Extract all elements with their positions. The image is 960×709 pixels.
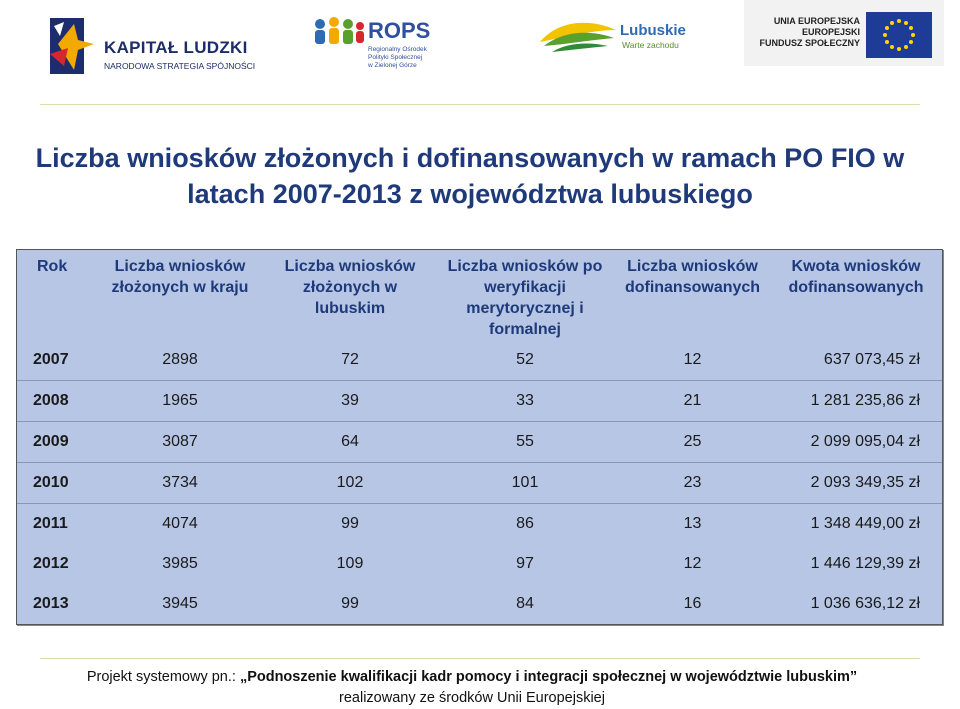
cell-verified: 33 (435, 381, 615, 422)
lubuskie-leaf-icon (538, 16, 618, 60)
cell-lubuskie: 72 (341, 351, 359, 368)
eu-flag-icon (866, 12, 932, 58)
cell-national: 1965 (95, 381, 265, 422)
cell-year: 2007 (33, 351, 69, 368)
header-divider (40, 104, 920, 105)
kapital-ludzki-subtitle: NARODOWA STRATEGIA SPÓJNOŚCI (104, 61, 256, 71)
cell-verified: 97 (516, 555, 534, 572)
cell-verified: 52 (516, 351, 534, 368)
cell-lubuskie: 99 (341, 595, 359, 612)
cell-national: 4074 (95, 504, 265, 545)
cell-amount: 1 281 235,86 zł (770, 381, 942, 422)
cell-verified: 101 (435, 463, 615, 504)
cell-funded: 12 (683, 555, 702, 572)
cell-year: 2012 (33, 555, 69, 572)
table-row (17, 584, 942, 624)
lubuskie-logo (538, 16, 688, 66)
table-row (17, 340, 942, 381)
cell-national: 3985 (162, 555, 198, 572)
rops-title: ROPS (368, 18, 431, 43)
header-verified: Liczba wniosków po weryfikacji merytorycznej i formalnej (447, 258, 603, 338)
cell-year: 2009 (17, 422, 95, 463)
cell-verified: 55 (435, 422, 615, 463)
header-national: Liczba wniosków złożonych w kraju (111, 258, 249, 296)
footer-line-1 (0, 667, 944, 688)
footer (0, 667, 944, 709)
cell-verified: 84 (516, 595, 534, 612)
cell-national: 2898 (162, 351, 198, 368)
footer-divider (40, 658, 920, 659)
cell-verified: 86 (435, 504, 615, 545)
cell-amount: 1 036 636,12 zł (810, 595, 920, 612)
table-row (17, 504, 942, 545)
page-title-line-1: Liczba wniosków złożonych i dofinansowanych w ramach PO FIO w (35, 143, 905, 173)
cell-lubuskie: 64 (265, 422, 435, 463)
eu-logo (744, 0, 944, 66)
cell-national: 3087 (95, 422, 265, 463)
cell-amount: 637 073,45 zł (823, 351, 920, 368)
header-funded: Liczba wniosków dofinansowanych (624, 258, 761, 296)
kapital-ludzki-logo (44, 14, 256, 86)
cell-year: 2008 (17, 381, 95, 422)
table-header-row (17, 250, 942, 340)
cell-amount: 1 446 129,39 zł (810, 555, 920, 572)
cell-funded: 21 (615, 381, 770, 422)
header-year: Rok (37, 258, 68, 275)
cell-lubuskie: 99 (265, 504, 435, 545)
lubuskie-subtitle: Warte zachodu (622, 40, 679, 50)
page-title-line-2: latach 2007-2013 z województwa lubuskiego (187, 179, 753, 209)
footer-project-name: „Podnoszenie kwalifikacji kadr pomocy i integracji społecznej w województwie lubuskim” (239, 669, 858, 685)
cell-national: 3945 (162, 595, 198, 612)
table-row (17, 463, 942, 504)
table-row (17, 544, 942, 584)
cell-year: 2011 (17, 504, 95, 545)
cell-funded: 16 (683, 595, 702, 612)
cell-funded: 13 (615, 504, 770, 545)
header-lubuskie: Liczba wniosków złożonych w lubuskim (284, 258, 416, 317)
data-table (16, 249, 943, 625)
eu-logo-text: UNIA EUROPEJSKA EUROPEJSKI FUNDUSZ SPOŁECZNY (759, 16, 860, 48)
kapital-ludzki-title: KAPITAŁ LUDZKI (104, 38, 248, 57)
cell-lubuskie: 102 (265, 463, 435, 504)
footer-prefix: Projekt systemowy pn.: (86, 669, 240, 685)
cell-lubuskie: 39 (265, 381, 435, 422)
cell-funded: 25 (615, 422, 770, 463)
lubuskie-title: Lubuskie (620, 22, 686, 39)
cell-amount: 2 093 349,35 zł (770, 463, 942, 504)
rops-subtitle: Regionalny Ośrodek Polityki Społecznej w Zielonej Górze (368, 46, 427, 69)
cell-national: 3734 (95, 463, 265, 504)
kapital-ludzki-emblem-icon (44, 14, 100, 86)
header-amount: Kwota wniosków dofinansowanych (788, 258, 924, 296)
cell-funded: 12 (683, 351, 702, 368)
table-row (17, 381, 942, 422)
logo-bar (0, 0, 960, 110)
footer-line-2: realizowany ze środków Unii Europejskiej (339, 690, 605, 706)
cell-funded: 23 (615, 463, 770, 504)
cell-amount: 2 099 095,04 zł (770, 422, 942, 463)
cell-lubuskie: 109 (336, 555, 364, 572)
cell-year: 2013 (33, 595, 69, 612)
cell-year: 2010 (17, 463, 95, 504)
table-row (17, 422, 942, 463)
cell-amount: 1 348 449,00 zł (770, 504, 942, 545)
page-title (0, 140, 940, 212)
rops-people-icon (312, 14, 366, 58)
rops-logo (312, 14, 462, 74)
